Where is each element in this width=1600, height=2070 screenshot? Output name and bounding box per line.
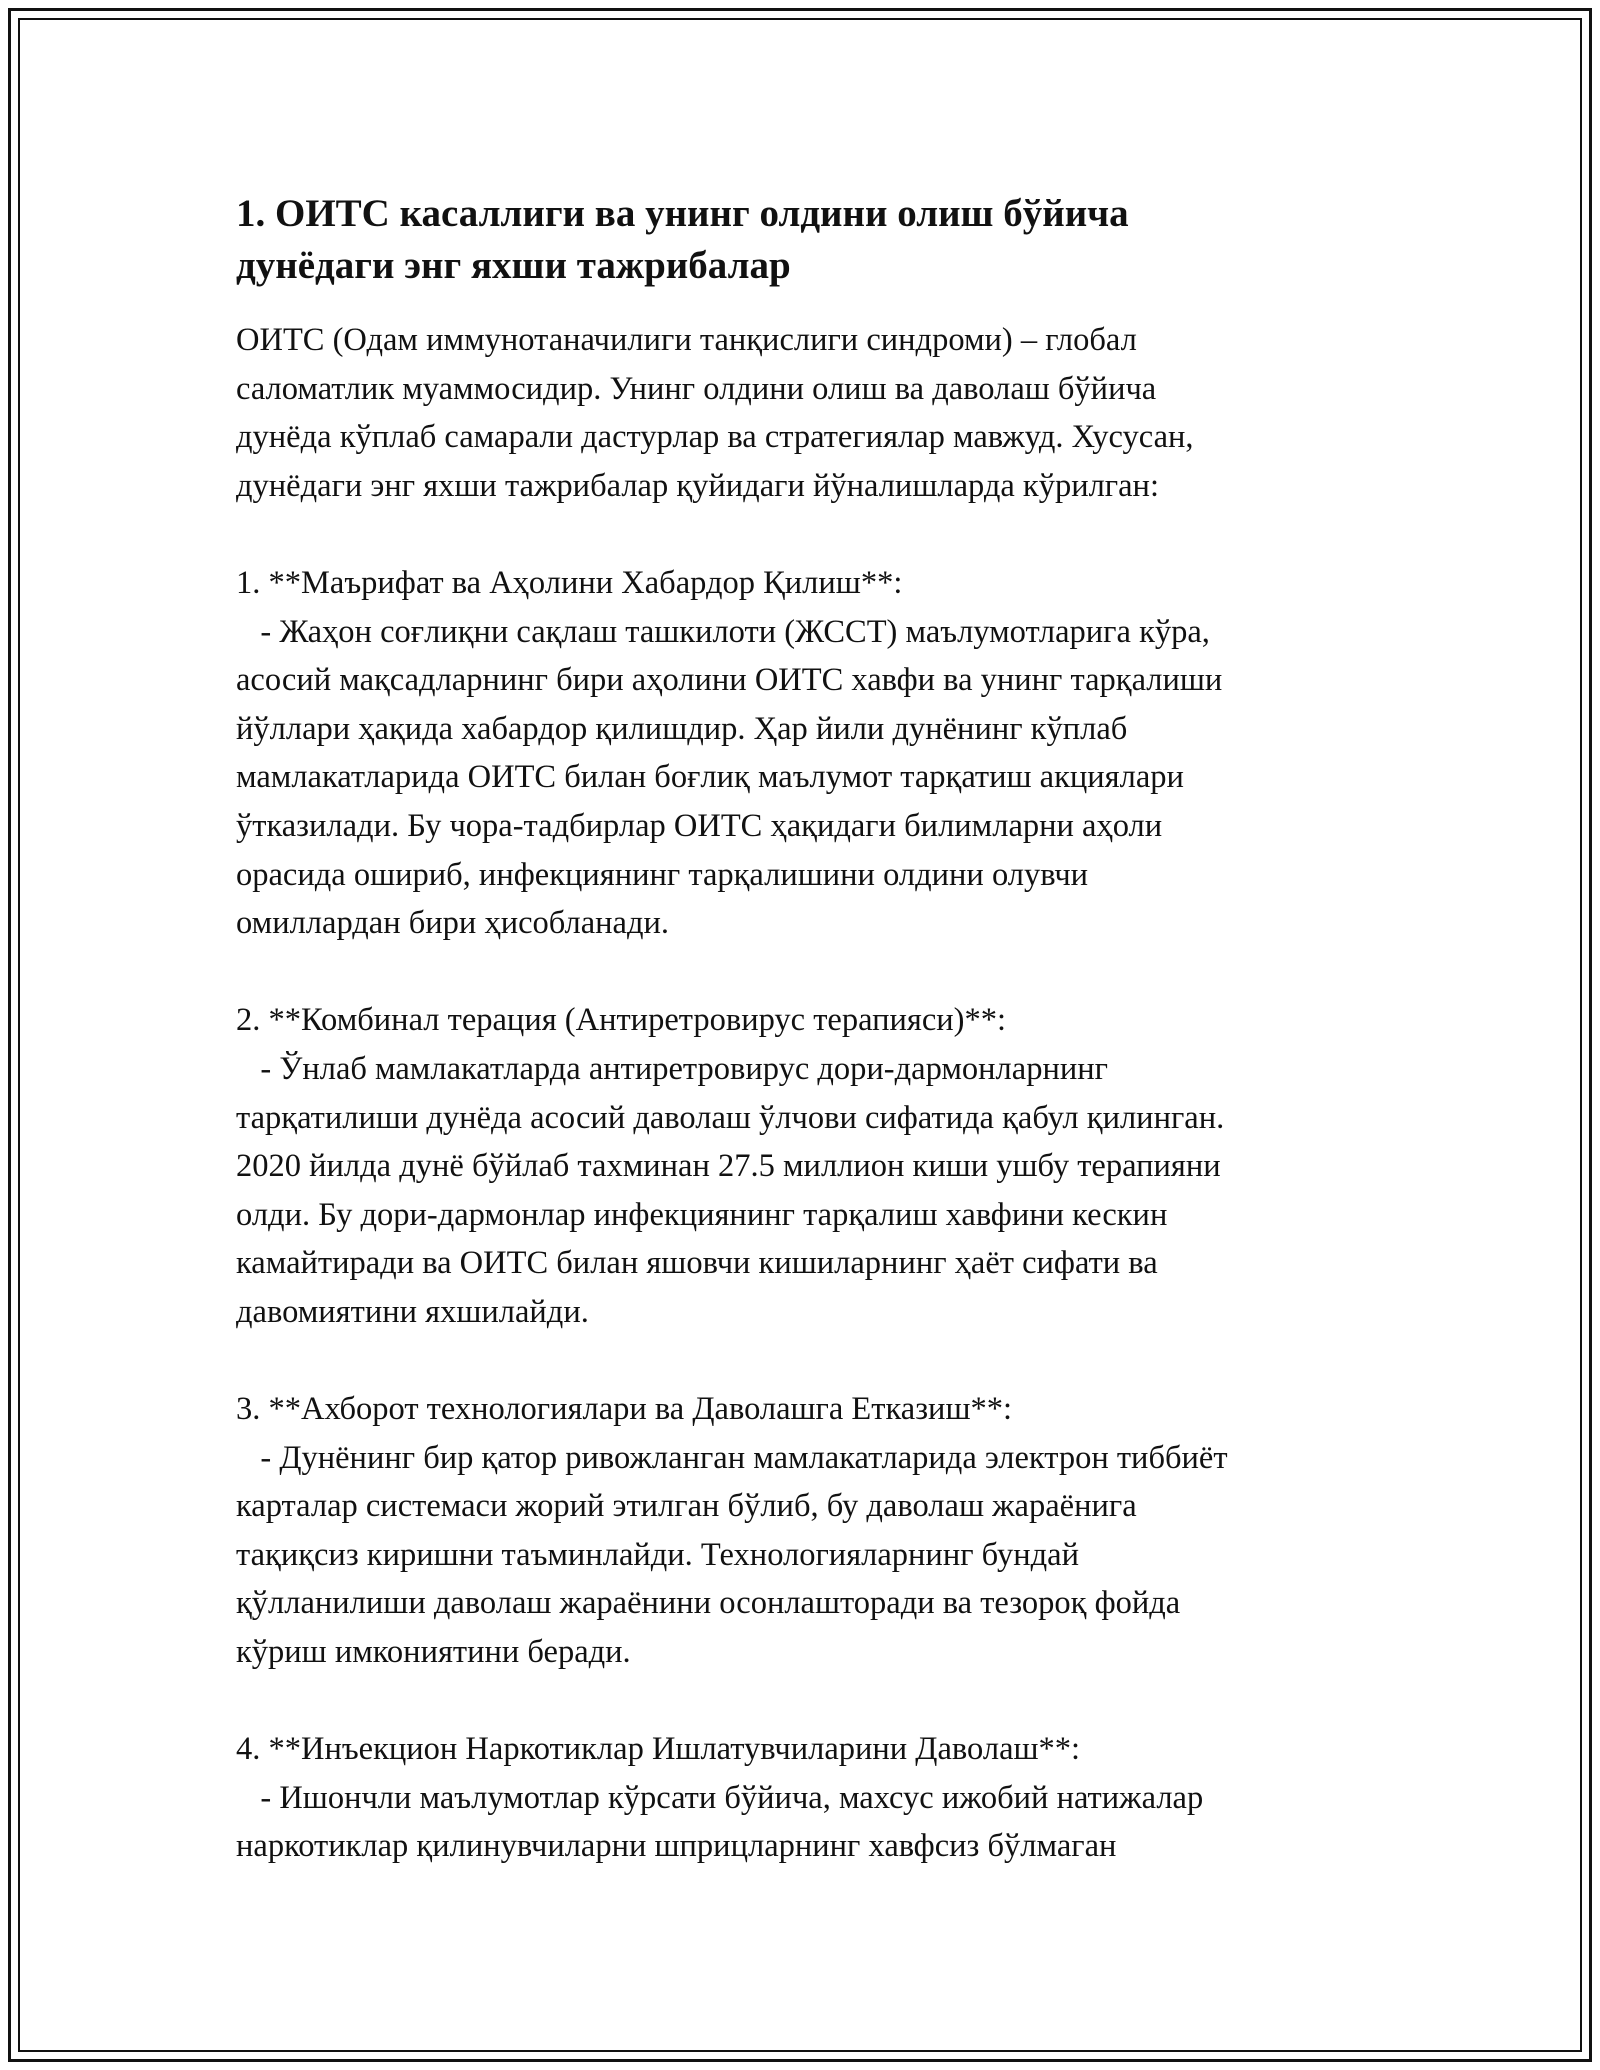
paragraph-line: қўлланилиши даволаш жараёнини осонлашторади ва тезороқ фойда	[236, 1585, 1181, 1622]
blank-line	[236, 1677, 1386, 1726]
title-line: дунёдаги энг яхши тажрибалар	[236, 244, 791, 287]
paragraph-line: дунёдаги энг яхши тажрибалар қуйидаги йўналишларда кўрилган:	[236, 467, 1159, 504]
section-heading-line: 1. **Маърифат ва Аҳолини Хабардор Қилиш**:	[236, 564, 903, 601]
document-body	[236, 188, 1386, 1871]
section-heading-line: 2. **Комбинал терация (Антиретровирус терапияси)**:	[236, 1002, 1006, 1039]
paragraph-line: ўтказилади. Бу чора-тадбирлар ОИТС ҳақидаги билимларни аҳоли	[236, 807, 1163, 844]
paragraph-line: тарқатилиши дунёда асосий даволаш ўлчови сифатида қабул қилинган.	[236, 1099, 1225, 1136]
paragraph-line: олди. Бу дори-дармонлар инфекциянинг тарқалиш хавфини кескин	[236, 1196, 1168, 1233]
paragraph-line: - Ўнлаб мамлакатларда антиретровирус дори-дармонларнинг	[236, 1050, 1108, 1087]
blank-line	[236, 510, 1386, 559]
blank-line	[236, 1336, 1386, 1385]
paragraph-line: мамлакатларида ОИТС билан боғлиқ маълумот тарқатиш акциялари	[236, 759, 1184, 796]
paragraph-line: йўллари ҳақида хабардор қилишдир. Ҳар йили дунёнинг кўплаб	[236, 710, 1128, 747]
paragraph-line: омиллардан бири ҳисобланади.	[236, 905, 670, 942]
paragraph-line: тақиқсиз киришни таъминлайди. Технологияларнинг бундай	[236, 1536, 1079, 1573]
paragraph-line: - Ишончли маълумотлар кўрсати бўйича, махсус ижобий натижалар	[236, 1779, 1204, 1816]
paragraph-line: кўриш имкониятини беради.	[236, 1634, 631, 1671]
paragraph-line: 2020 йилда дунё бўйлаб тахминан 27.5 миллион киши ушбу терапияни	[236, 1148, 1221, 1185]
paragraph-line: наркотиклар қилинувчиларни шприцларнинг хавфсиз бўлмаган	[236, 1828, 1117, 1865]
paragraph-line: - Жаҳон соғлиқни сақлаш ташкилоти (ЖССТ) маълумотларига кўра,	[236, 613, 1210, 650]
paragraph-line: - Дунёнинг бир қатор ривожланган мамлакатларида электрон тиббиёт	[236, 1439, 1228, 1476]
paragraph-line: орасида ошириб, инфекциянинг тарқалишини олдини олувчи	[236, 856, 1089, 893]
paragraph-line: ОИТС (Одам иммунотаначилиги танқислиги синдроми) – глобал	[236, 322, 1137, 358]
paragraph-line: асосий мақсадларнинг бири аҳолини ОИТС хавфи ва унинг тарқалиши	[236, 662, 1223, 699]
document-title	[236, 188, 1386, 292]
section-heading-line: 3. **Ахборот технологиялари ва Даволашга Етказиш**:	[236, 1391, 1013, 1428]
section-heading-line: 4. **Инъекцион Наркотиклар Ишлатувчиларини Даволаш**:	[236, 1731, 1081, 1768]
blank-line	[236, 948, 1386, 997]
paragraph-line: дунёда кўплаб самарали дастурлар ва стратегиялар мавжуд. Хусусан,	[236, 419, 1194, 456]
paragraph-line: карталар системаси жорий этилган бўлиб, бу даволаш жараёнига	[236, 1488, 1137, 1525]
title-line: 1. ОИТС касаллиги ва унинг олдини олиш бўйича	[236, 192, 1129, 235]
body-text	[236, 316, 1386, 1871]
paragraph-line: давомиятини яхшилайди.	[236, 1293, 589, 1330]
paragraph-line: саломатлик муаммосидир. Унинг олдини олиш ва даволаш бўйича	[236, 370, 1157, 407]
paragraph-line: камайтиради ва ОИТС билан яшовчи кишиларнинг ҳаёт сифати ва	[236, 1245, 1158, 1282]
